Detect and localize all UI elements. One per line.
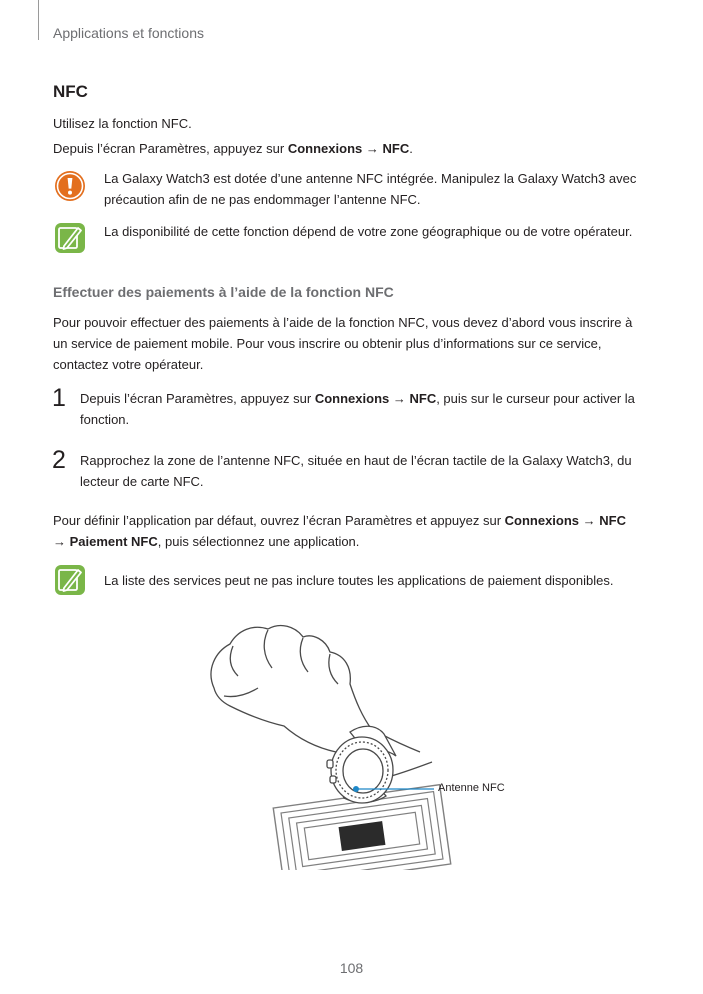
intro-line-2-suffix: . — [409, 141, 413, 156]
step-1-nfc: NFC — [409, 391, 437, 406]
step-2-text: Rapprochez la zone de l’antenne NFC, située en haut de l’écran tactile de la Galaxy Watch3, du lecteur de carte NFC. — [80, 453, 632, 489]
para2-paiement-nfc: Paiement NFC — [69, 534, 158, 549]
step-1-prefix: Depuis l’écran Paramètres, appuyez sur — [80, 391, 315, 406]
note-text-services: La liste des services peut ne pas inclure toutes les applications de paiement disponibles. — [104, 573, 614, 588]
para2-arrow-2: → — [53, 534, 70, 549]
para2-suffix: , puis sélectionnez une application. — [157, 534, 360, 549]
para2-prefix: Pour définir l’application par défaut, ouvrez l’écran Paramètres et appuyez sur — [53, 513, 505, 528]
step-1-text — [80, 388, 645, 430]
note-text-availability: La disponibilité de cette fonction dépend de votre zone géographique ou de votre opérateur. — [104, 224, 633, 239]
section-header: Applications et fonctions — [53, 25, 204, 41]
caution-icon — [54, 170, 86, 202]
step-1-suffix: , puis sur le curseur pour activer la fonction. — [80, 391, 635, 427]
step-1-number: 1 — [52, 384, 66, 412]
header-rule — [38, 0, 39, 40]
para2-nfc: NFC — [599, 513, 626, 528]
default-app-paragraph — [53, 510, 643, 552]
payments-paragraph: Pour pouvoir effectuer des paiements à l’aide de la fonction NFC, vous devez d’abord vous inscrire à un service de paiement mobile. Pour vous inscrire ou obtenir plus d’informations sur ce service, contactez votre opérateur. — [53, 315, 633, 372]
intro-line-2 — [53, 138, 413, 159]
intro-line-1: Utilisez la fonction NFC. — [53, 116, 192, 131]
step-1-arrow: → — [389, 391, 410, 406]
note-icon — [54, 564, 86, 596]
para2-arrow-1: → — [579, 513, 600, 528]
warning-text: La Galaxy Watch3 est dotée d’une antenne NFC intégrée. Manipulez la Galaxy Watch3 avec précaution afin de ne pas endommager l’antenne NFC. — [104, 171, 637, 207]
page-number: 108 — [339, 960, 364, 976]
intro-line-2-prefix: Depuis l’écran Paramètres, appuyez sur — [53, 141, 288, 156]
intro-connexions-label: Connexions — [287, 141, 363, 156]
antenna-label: Antenne NFC — [438, 782, 505, 794]
step-1-connexions: Connexions — [314, 391, 390, 406]
intro-arrow: → — [362, 141, 383, 156]
page-title: NFC — [53, 82, 88, 101]
intro-nfc-label: NFC — [382, 141, 410, 156]
para2-connexions: Connexions — [504, 513, 580, 528]
subheading-payments: Effectuer des paiements à l’aide de la fonction NFC — [53, 284, 394, 300]
antenna-marker — [353, 786, 359, 792]
note-icon — [54, 222, 86, 254]
nfc-illustration — [0, 610, 703, 870]
step-2-number: 2 — [52, 446, 66, 474]
